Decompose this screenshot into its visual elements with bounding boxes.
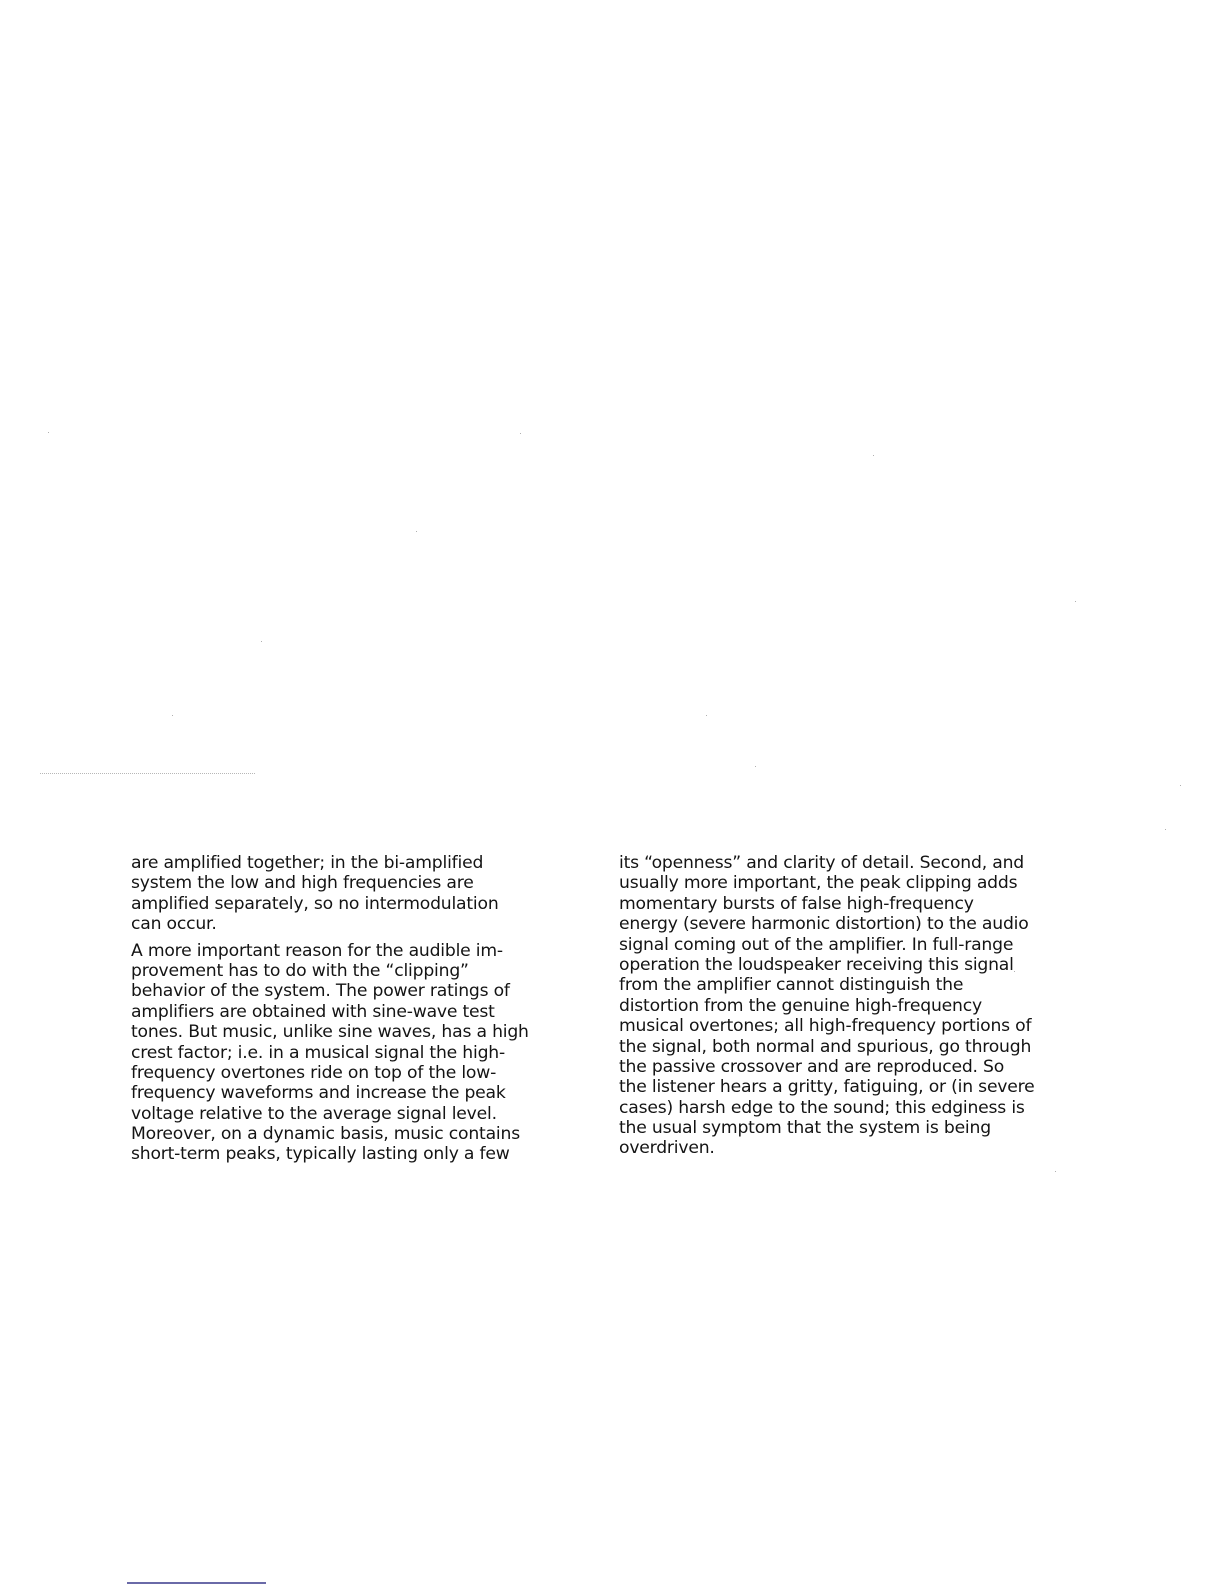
text-line: behavior of the system. The power ratings of [131,981,510,1002]
text-line: crest factor; i.e. in a musical signal the high- [131,1042,505,1063]
text-line: system the low and high frequencies are [131,873,474,894]
scan-artifact-line [40,773,255,774]
left-paragraph-2 [131,941,556,1165]
right-text-column [619,853,1079,1479]
text-line: voltage relative to the average signal level. [131,1103,497,1124]
scan-speck [873,455,874,456]
text-line: the signal, both normal and spurious, go through [619,1036,1032,1057]
scan-speck [1180,785,1181,786]
text-line: distortion from the genuine high-frequency [619,995,982,1016]
text-line: its “openness” and clarity of detail. Second, and [619,853,1024,873]
text-line: frequency overtones ride on top of the low- [131,1062,497,1083]
text-line: signal coming out of the amplifier. In full-range [619,934,1014,955]
text-line: the usual symptom that the system is being [619,1118,991,1139]
text-line: energy (severe harmonic distortion) to the audio [619,914,1029,935]
text-line: Moreover, on a dynamic basis, music contains [131,1124,520,1145]
text-line: overdriven. [619,1138,715,1159]
page-link-underline[interactable] [127,1582,266,1584]
text-line: from the amplifier cannot distinguish the [619,975,964,996]
scan-speck [520,433,521,434]
text-line: can occur. [131,914,217,935]
text-line: usually more important, the peak clipping adds [619,873,1018,894]
scan-speck [48,432,49,433]
text-line: musical overtones; all high-frequency portions of [619,1016,1032,1037]
text-line: cases) harsh edge to the sound; this edginess is [619,1097,1025,1118]
right-paragraph-1 [619,853,1079,1159]
text-line: are amplified together; in the bi-amplified [131,853,484,873]
text-line: A more important reason for the audible im- [131,940,503,961]
scan-speck [416,531,417,532]
scan-speck [706,715,707,716]
text-line: the listener hears a gritty, fatiguing, or (in severe [619,1077,1035,1098]
text-line: short-term peaks, typically lasting only a few [131,1144,510,1165]
text-line: amplified separately, so no intermodulation [131,893,499,914]
text-line: momentary bursts of false high-frequency [619,893,974,914]
text-line: frequency waveforms and increase the peak [131,1083,506,1104]
scan-speck [1075,601,1076,602]
left-paragraph-1 [131,853,556,935]
left-text-column [131,853,556,1480]
text-line: tones. But music, unlike sine waves, has a high [131,1022,529,1043]
scan-speck [1165,829,1166,830]
scan-speck [172,715,173,716]
scan-speck [755,766,756,767]
scan-speck [261,641,262,642]
text-line: operation the loudspeaker receiving this signal [619,954,1014,975]
text-line: amplifiers are obtained with sine-wave test [131,1001,495,1022]
text-line: the passive crossover and are reproduced. So [619,1056,1005,1077]
text-line: provement has to do with the “clipping” [131,960,469,981]
